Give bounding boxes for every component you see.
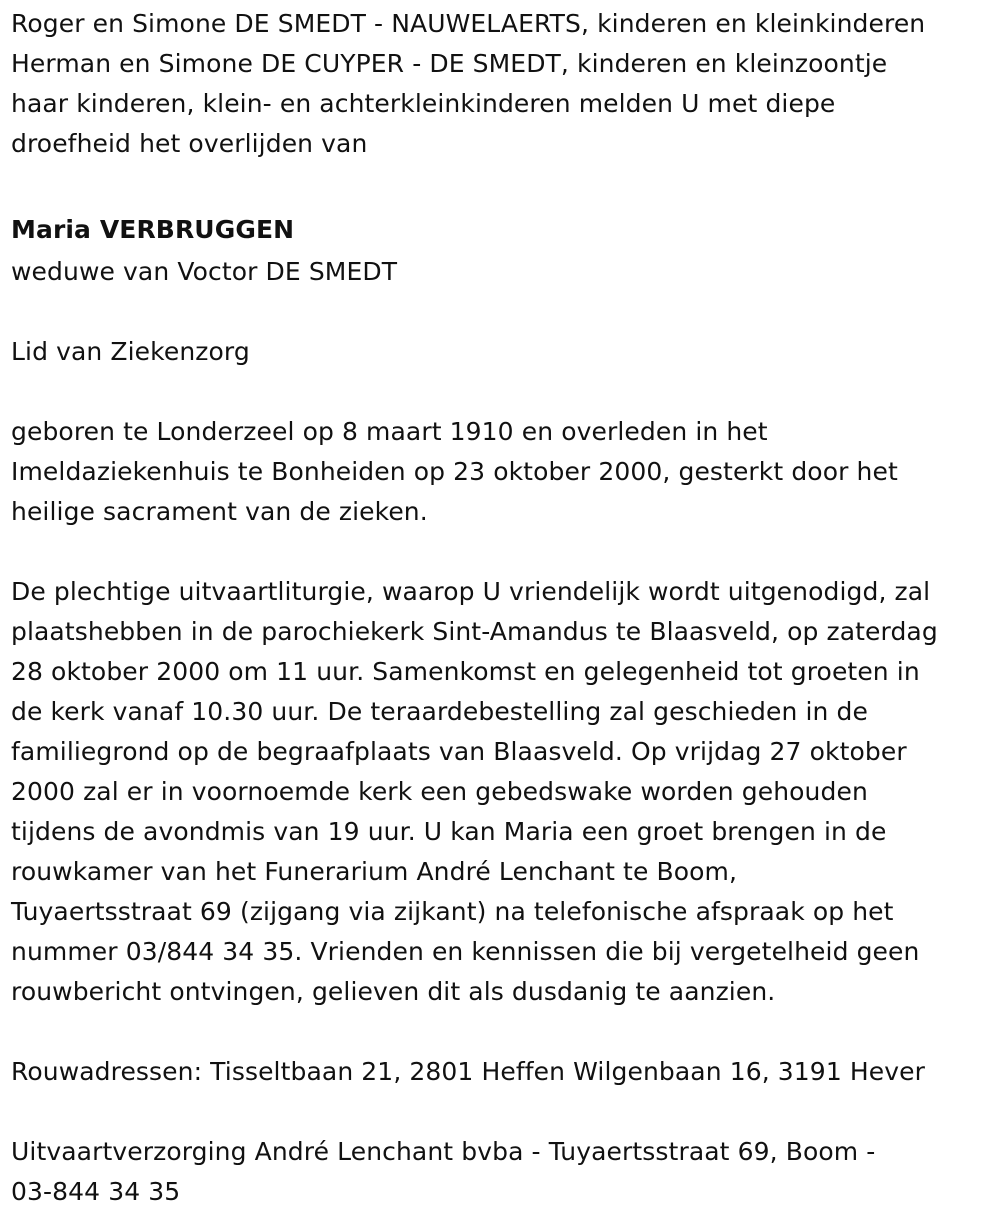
funeral-line: plaatshebben in de parochiekerk Sint-Amandus te Blaasveld, op zaterdag <box>11 617 938 646</box>
paragraph-spacer <box>11 292 991 332</box>
funeral-line: familiegrond op de begraafplaats van Blaasveld. Op vrijdag 27 oktober <box>11 737 907 766</box>
funeral-line: De plechtige uitvaartliturgie, waarop U vriendelijk wordt uitgenodigd, zal <box>11 577 931 606</box>
paragraph-spacer <box>11 164 991 204</box>
intro-line: haar kinderen, klein- en achterkleinkinderen melden U met diepe <box>11 89 836 118</box>
birth-death-line: geboren te Londerzeel op 8 maart 1910 en overleden in het <box>11 417 768 446</box>
intro-line: Roger en Simone DE SMEDT - NAUWELAERTS, kinderen en kleinkinderen <box>11 9 926 38</box>
funeral-line: Tuyaertsstraat 69 (zijgang via zijkant) na telefonische afspraak op het <box>11 897 894 926</box>
funeral-line: 2000 zal er in voornoemde kerk een gebedswake worden gehouden <box>11 777 868 806</box>
intro-line: Herman en Simone DE CUYPER - DE SMEDT, kinderen en kleinzoontje <box>11 49 888 78</box>
membership-line: Lid van Ziekenzorg <box>11 337 250 366</box>
paragraph-spacer <box>11 372 991 412</box>
funeral-line: rouwkamer van het Funerarium André Lenchant te Boom, <box>11 857 738 886</box>
birth-death-paragraph <box>11 412 991 532</box>
paragraph-spacer <box>11 1092 991 1132</box>
mourning-addresses: Rouwadressen: Tisseltbaan 21, 2801 Heffen Wilgenbaan 16, 3191 Hever <box>11 1057 925 1086</box>
funeral-line: 28 oktober 2000 om 11 uur. Samenkomst en gelegenheid tot groeten in <box>11 657 920 686</box>
paragraph-spacer <box>11 532 991 572</box>
death-notice <box>11 4 991 1212</box>
funeral-line: rouwbericht ontvingen, gelieven dit als dusdanig te aanzien. <box>11 977 776 1006</box>
funeral-paragraph <box>11 572 991 1012</box>
funeral-line: nummer 03/844 34 35. Vrienden en kennissen die bij vergetelheid geen <box>11 937 920 966</box>
intro-line: droefheid het overlijden van <box>11 129 368 158</box>
undertaker-paragraph <box>11 1132 991 1212</box>
funeral-line: de kerk vanaf 10.30 uur. De teraardebestelling zal geschieden in de <box>11 697 868 726</box>
deceased-name: Maria VERBRUGGEN <box>11 215 295 244</box>
paragraph-spacer <box>11 1012 991 1052</box>
birth-death-line: Imeldaziekenhuis te Bonheiden op 23 oktober 2000, gesterkt door het <box>11 457 898 486</box>
undertaker-line: Uitvaartverzorging André Lenchant bvba - Tuyaertsstraat 69, Boom - <box>11 1137 876 1166</box>
undertaker-line: 03-844 34 35 <box>11 1177 181 1206</box>
widow-of-line: weduwe van Voctor DE SMEDT <box>11 257 398 286</box>
intro-paragraph <box>11 4 991 164</box>
funeral-line: tijdens de avondmis van 19 uur. U kan Maria een groet brengen in de <box>11 817 887 846</box>
birth-death-line: heilige sacrament van de zieken. <box>11 497 428 526</box>
